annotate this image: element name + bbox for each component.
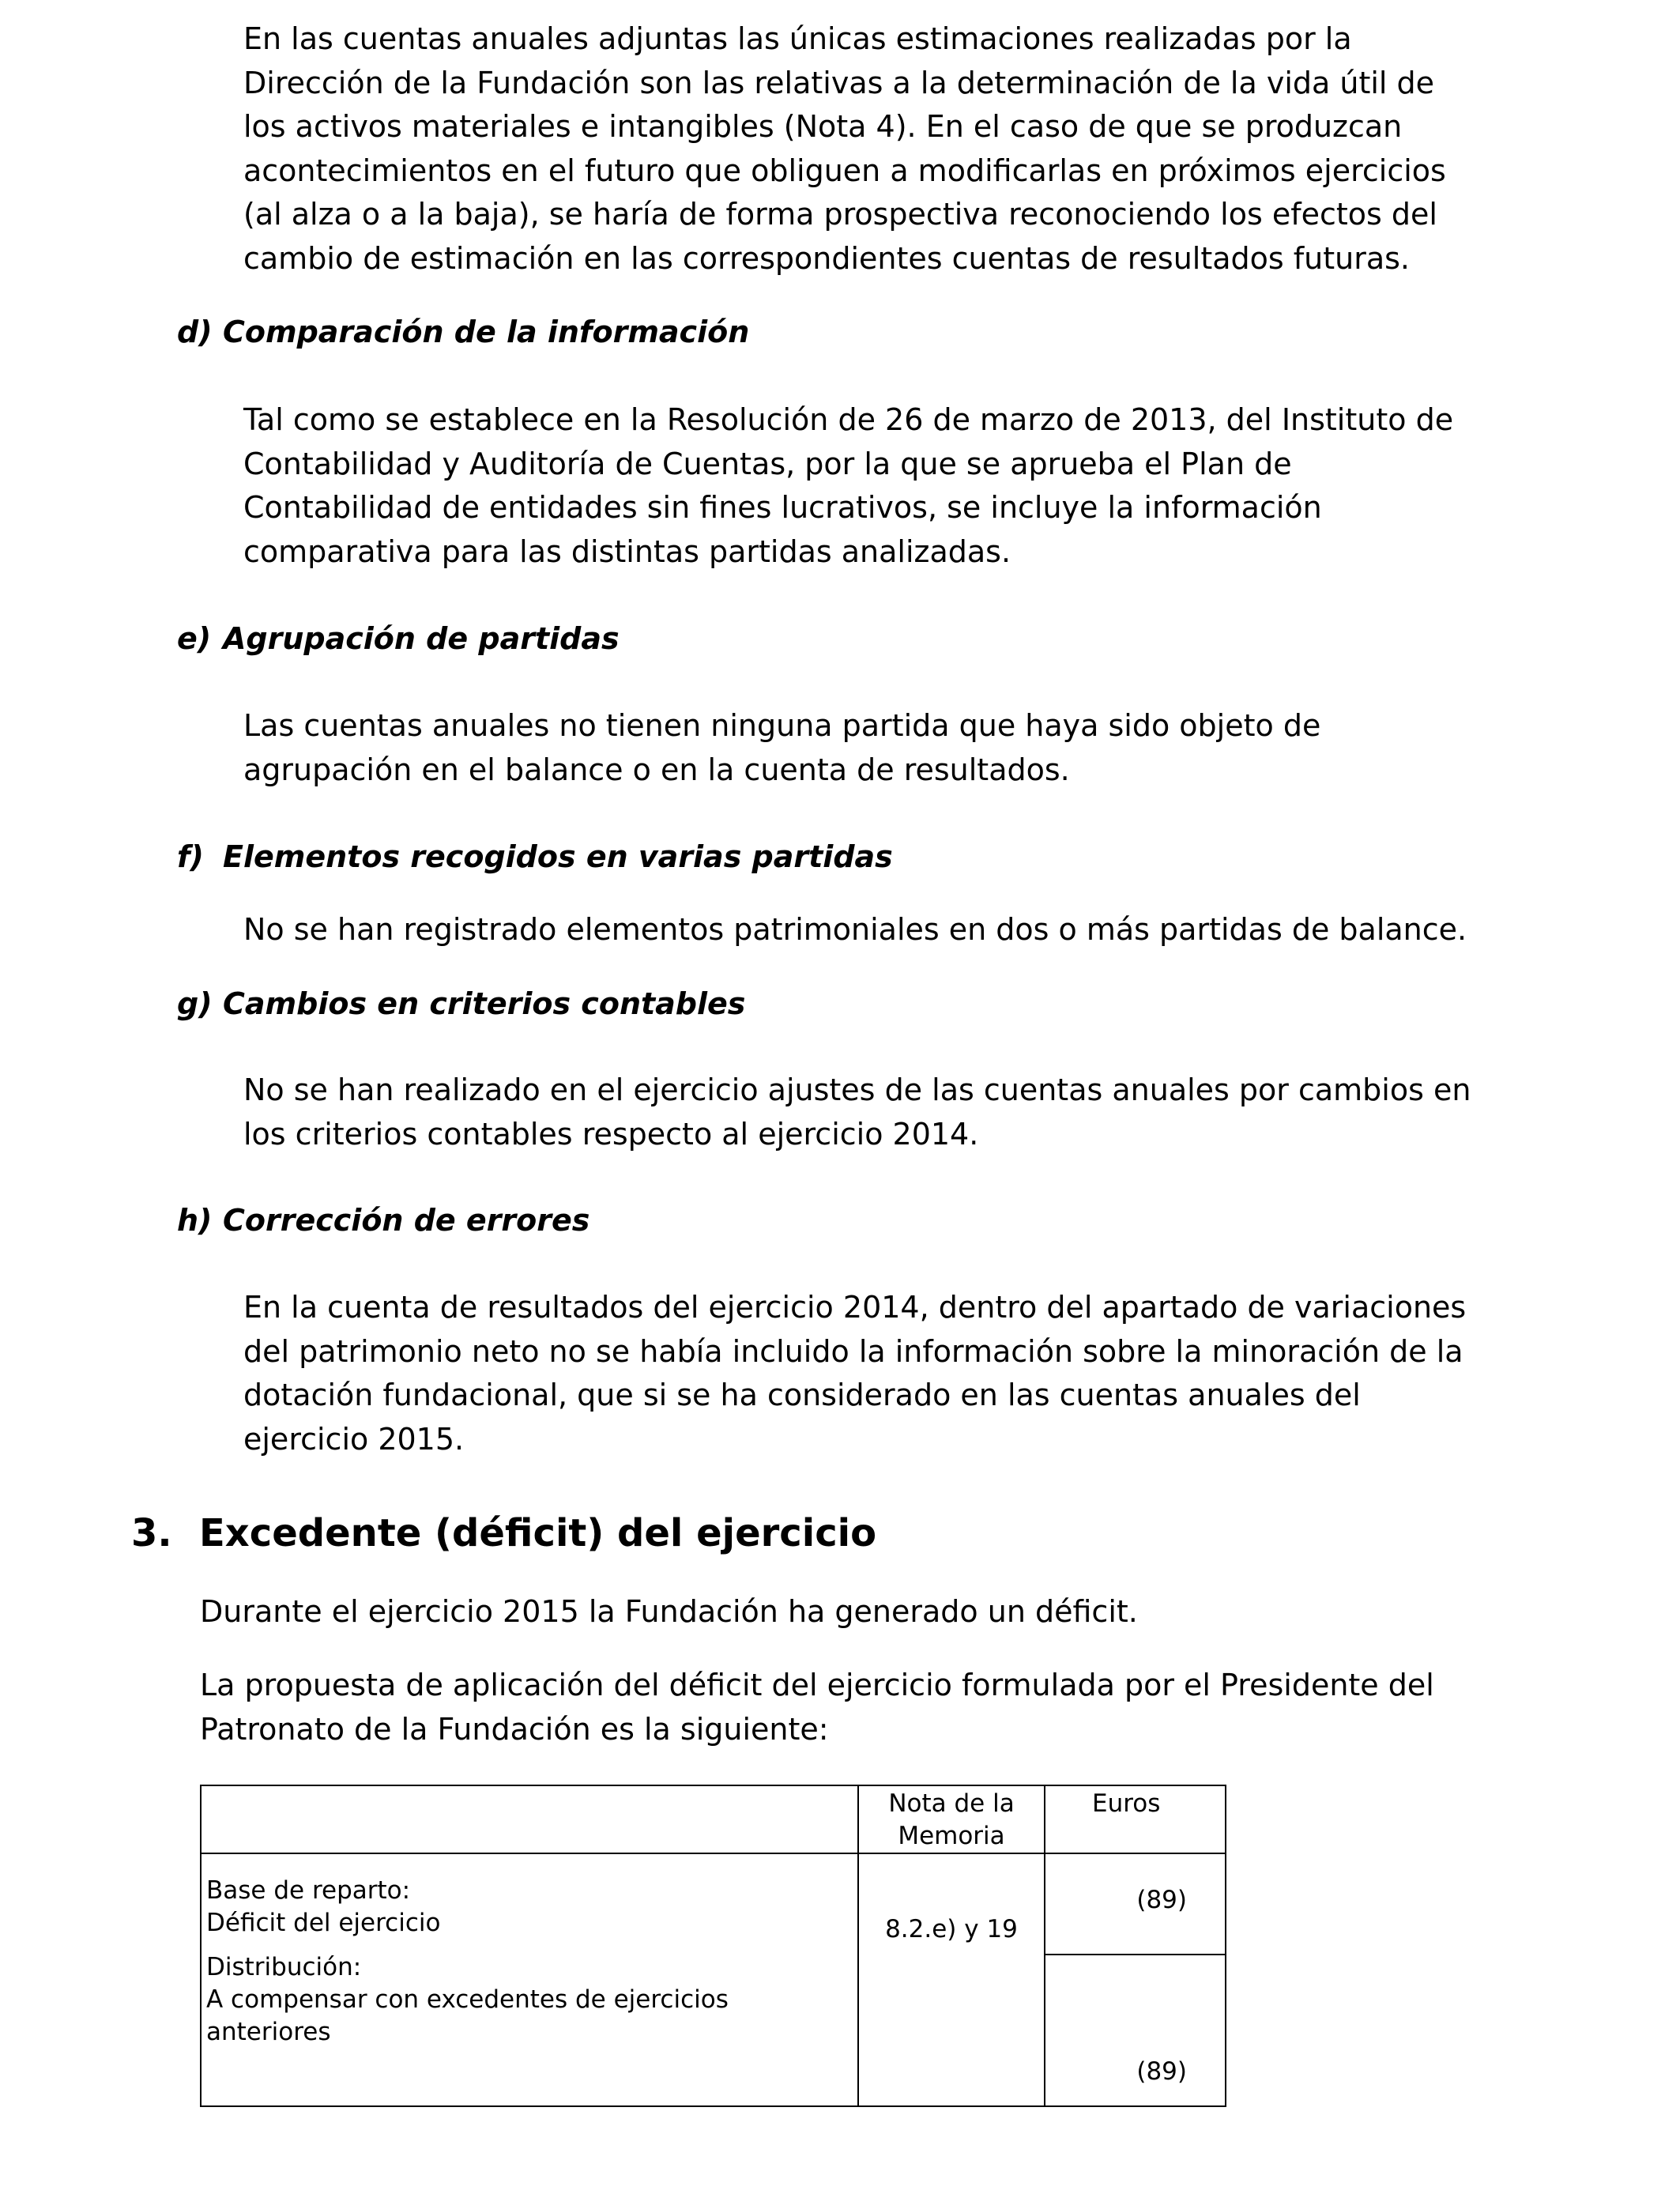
header-note-line2: Memoria — [898, 1822, 1005, 1850]
section-letter: d) — [177, 315, 213, 349]
section-f-paragraph — [243, 908, 1522, 952]
section-letter: g) — [177, 986, 213, 1021]
text-line: Las cuentas anuales no tienen ninguna partida que haya sido objeto de — [243, 708, 1321, 743]
section-3-paragraph-1 — [200, 1590, 1522, 1634]
text-line: En la cuenta de resultados del ejercicio 2014, dentro del apartado de variaciones — [243, 1290, 1467, 1325]
section-heading-d — [177, 311, 749, 354]
text-line: ejercicio 2015. — [243, 1421, 465, 1457]
deficit-label: Déficit del ejercicio — [206, 1909, 441, 1937]
text-line: agrupación en el balance o en la cuenta de resultados. — [243, 752, 1070, 787]
section-heading-g — [177, 982, 745, 1026]
text-line: Tal como se establece en la Resolución de 26 de marzo de 2013, del Instituto de — [243, 402, 1454, 437]
base-label: Base de reparto: — [206, 1876, 411, 1905]
text-line: acontecimientos en el futuro que obliguen a modificarlas en próximos ejercicios — [243, 153, 1446, 188]
text-line: Patronato de la Fundación es la siguiente: — [200, 1711, 829, 1747]
text-line: Durante el ejercicio 2015 la Fundación ha generado un déficit. — [200, 1594, 1138, 1629]
section-heading-h — [177, 1199, 590, 1242]
section-heading-f — [177, 835, 893, 879]
distribution-label: Distribución: — [206, 1953, 362, 1981]
text-line: La propuesta de aplicación del déficit del ejercicio formulada por el Presidente del — [200, 1668, 1434, 1702]
text-line: Contabilidad de entidades sin fines lucrativos, se incluye la información — [243, 490, 1322, 525]
section-number: 3. — [131, 1511, 172, 1555]
section-3-paragraph-2 — [200, 1664, 1522, 1751]
text-line: En las cuentas anuales adjuntas las únicas estimaciones realizadas por la — [243, 21, 1352, 56]
intro-paragraph — [243, 17, 1522, 281]
section-e-paragraph — [243, 704, 1522, 792]
table-header-euros: Euros — [1045, 1785, 1226, 1853]
compensate-label: A compensar con excedentes de ejercicios anteriores — [206, 1985, 729, 2046]
table-header-row — [201, 1785, 1226, 1853]
section-heading-e — [177, 617, 620, 661]
text-line: Contabilidad y Auditoría de Cuentas, por la que se aprueba el Plan de — [243, 446, 1292, 481]
section-letter: e) — [177, 621, 212, 656]
text-line: Dirección de la Fundación son las relativas a la determinación de la vida útil de — [243, 65, 1435, 100]
text-line: los activos materiales e intangibles (Nota 4). En el caso de que se produzcan — [243, 109, 1403, 144]
base-value-cell: (89) — [1045, 1853, 1226, 1955]
table-row — [201, 1853, 1226, 1955]
text-line: los criterios contables respecto al ejercicio 2014. — [243, 1116, 979, 1152]
table-header-note — [858, 1785, 1045, 1853]
section-title: Excedente (déficit) del ejercicio — [199, 1511, 877, 1555]
section-title: Comparación de la información — [223, 315, 750, 349]
text-line: comparativa para las distintas partidas analizadas. — [243, 533, 1011, 569]
section-title: Elementos recogidos en varias partidas — [223, 839, 893, 874]
section-title: Cambios en criterios contables — [223, 986, 746, 1021]
table-labels-cell — [201, 1853, 858, 2106]
header-note-line1: Nota de la — [888, 1789, 1015, 1818]
text-line: del patrimonio neto no se había incluido la información sobre la minoración de la — [243, 1333, 1463, 1369]
text-line: No se han realizado en el ejercicio ajustes de las cuentas anuales por cambios en — [243, 1072, 1471, 1107]
distribution-value-cell: (89) — [1045, 1955, 1226, 2106]
section-3-heading — [131, 1510, 876, 1557]
text-line: dotación fundacional, que si se ha considerado en las cuentas anuales del — [243, 1378, 1361, 1412]
deficit-distribution-table — [200, 1785, 1226, 2107]
section-title: Agrupación de partidas — [223, 621, 620, 656]
table-header-empty-cell — [201, 1785, 858, 1853]
section-h-paragraph — [243, 1286, 1522, 1461]
section-title: Corrección de errores — [223, 1203, 590, 1238]
text-line: cambio de estimación en las correspondientes cuentas de resultados futuras. — [243, 240, 1411, 276]
section-g-paragraph — [243, 1069, 1522, 1156]
section-d-paragraph — [243, 398, 1522, 574]
section-letter: h) — [177, 1203, 213, 1238]
text-line: No se han registrado elementos patrimoniales en dos o más partidas de balance. — [243, 912, 1467, 947]
text-line: (al alza o a la baja), se haría de forma prospectiva reconociendo los efectos del — [243, 197, 1437, 232]
section-letter: f) — [177, 839, 204, 874]
table-note-cell: 8.2.e) y 19 — [858, 1853, 1045, 2106]
